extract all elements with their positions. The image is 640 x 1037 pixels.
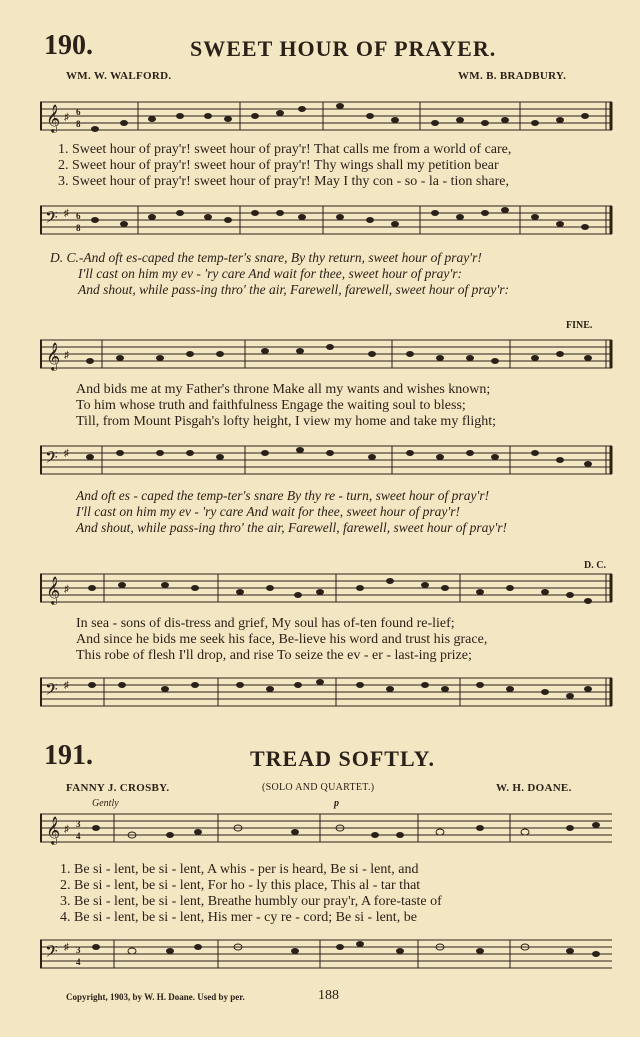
svg-text:𝄢: 𝄢 — [45, 449, 58, 471]
svg-text:♯: ♯ — [64, 208, 69, 219]
treble-staff — [40, 96, 615, 140]
refrain-line-1: And oft es - caped the temp-ter's snare By thy re - turn, sweet hour of pray'r! — [76, 488, 490, 503]
verse-line-3: 3. Sweet hour of pray'r! sweet hour of pray'r! May I thy con - so - la - tion share, — [58, 174, 509, 189]
svg-text:♯: ♯ — [64, 350, 69, 361]
page-number: 188 — [318, 988, 339, 1003]
treble-staff — [40, 808, 615, 852]
svg-text:4: 4 — [76, 957, 81, 967]
verse-line-2: 2. Be si - lent, be si - lent, For ho - ly this place, This al - tar that — [60, 878, 421, 893]
svg-text:𝄞: 𝄞 — [46, 106, 61, 132]
dc-line-1: D. C.-And oft es-caped the temp-ter's snare, By thy return, sweet hour of pray'r! — [50, 250, 482, 265]
subtitle: (SOLO AND QUARTET.) — [262, 782, 375, 793]
verse-line-4: 4. Be si - lent, be si - lent, His mer - cy re - cord; Be si - lent, be — [60, 910, 417, 925]
hymn-title: TREAD SOFTLY. — [250, 746, 435, 771]
author-credit: FANNY J. CROSBY. — [66, 782, 170, 794]
fine-marking: FINE. — [566, 320, 593, 331]
verse-line-2: 2. Sweet hour of pray'r! sweet hour of pray'r! Thy wings shall my petition bear — [58, 158, 499, 173]
verse-line-1: 1. Sweet hour of pray'r! sweet hour of pray'r! That calls me from a world of care, — [58, 142, 512, 157]
hymn-number: 190. — [44, 30, 93, 61]
dc-line-2: I'll cast on him my ev - 'ry care And wait for thee, sweet hour of pray'r: — [78, 266, 462, 281]
refrain-line-3: And shout, while pass-ing thro' the air, Farewell, farewell, sweet hour of pray'r! — [76, 520, 508, 535]
dc-line-3: And shout, while pass-ing thro' the air, Farewell, farewell, sweet hour of pray'r: — [78, 282, 510, 297]
author-credit: WM. W. WALFORD. — [66, 70, 172, 82]
svg-text:♯: ♯ — [64, 680, 69, 691]
hymn-number: 191. — [44, 740, 93, 771]
dynamic-marking: p — [334, 798, 339, 809]
composer-credit: WM. B. BRADBURY. — [458, 70, 567, 82]
svg-text:𝄢: 𝄢 — [45, 943, 58, 965]
bass-staff — [40, 440, 615, 484]
verse-line-1: In sea - sons of dis-tress and grief, My soul has of-ten found re-lief; — [76, 616, 455, 631]
svg-text:♯: ♯ — [64, 448, 69, 459]
tempo-marking: Gently — [92, 798, 119, 809]
treble-staff — [40, 568, 615, 612]
verse-line-2: To him whose truth and faithfulness Engage the waiting soul to bless; — [76, 398, 466, 413]
bass-staff — [40, 934, 615, 978]
svg-text:8: 8 — [76, 119, 81, 129]
verse-line-3: This robe of flesh I'll drop, and rise To seize the ev - er - last-ing prize; — [76, 648, 472, 663]
verse-line-1: And bids me at my Father's throne Make all my wants and wishes known; — [76, 382, 491, 397]
bass-staff — [40, 672, 615, 716]
hymn-title: SWEET HOUR OF PRAYER. — [190, 36, 497, 61]
svg-text:♯: ♯ — [64, 584, 69, 595]
dc-marking: D. C. — [584, 560, 606, 571]
treble-staff — [40, 334, 615, 378]
svg-text:3: 3 — [76, 819, 81, 829]
refrain-line-2: I'll cast on him my ev - 'ry care And wait for thee, sweet hour of pray'r! — [76, 504, 460, 519]
svg-text:𝄢: 𝄢 — [45, 209, 58, 231]
composer-credit: W. H. DOANE. — [496, 782, 572, 794]
verse-line-1: 1. Be si - lent, be si - lent, A whis - per is heard, Be si - lent, and — [60, 862, 419, 877]
svg-text:8: 8 — [76, 223, 81, 233]
svg-text:3: 3 — [76, 945, 81, 955]
svg-text:𝄞: 𝄞 — [46, 578, 61, 604]
svg-text:6: 6 — [76, 211, 81, 221]
svg-text:𝄞: 𝄞 — [46, 818, 61, 844]
svg-text:4: 4 — [76, 831, 81, 841]
svg-text:♯: ♯ — [64, 112, 69, 123]
svg-text:♯: ♯ — [64, 824, 69, 835]
bass-staff — [40, 200, 615, 244]
verse-line-3: Till, from Mount Pisgah's lofty height, I view my home and take my flight; — [76, 414, 497, 429]
verse-line-2: And since he bids me seek his face, Be-lieve his word and trust his grace, — [76, 632, 488, 647]
svg-text:𝄞: 𝄞 — [46, 344, 61, 370]
verse-line-3: 3. Be si - lent, be si - lent, Breathe humbly our pray'r, A fore-taste of — [60, 894, 442, 909]
svg-text:𝄢: 𝄢 — [45, 681, 58, 703]
svg-text:6: 6 — [76, 107, 81, 117]
svg-text:♯: ♯ — [64, 942, 69, 953]
copyright-notice: Copyright, 1903, by W. H. Doane. Used by per. — [66, 992, 245, 1002]
